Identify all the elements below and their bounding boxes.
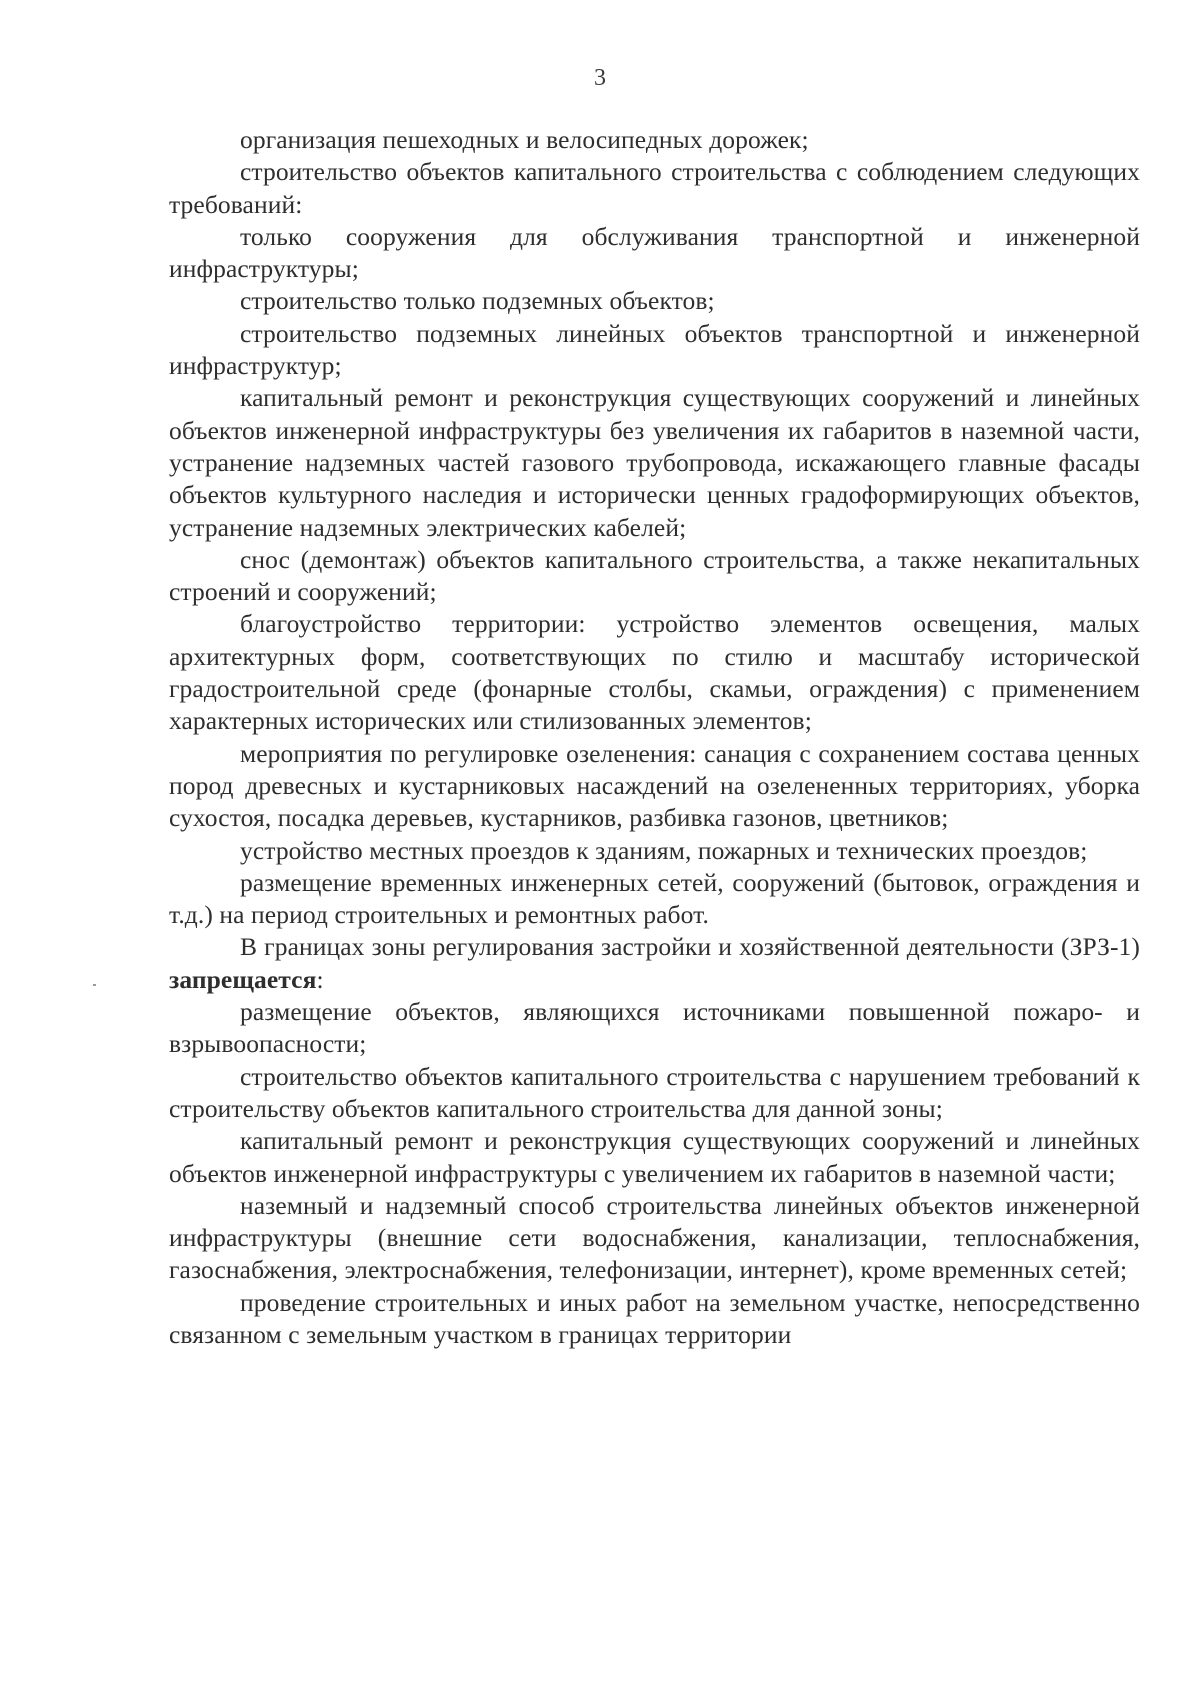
prohibited-item-adjacent-works: проведение строительных и иных работ на земельном участке, непосредственно связанном с земельным участком в границах территории [169,1287,1140,1349]
paragraph-service-structures: только сооружения для обслуживания транспортной и инженерной инфраструктуры; [169,221,1140,284]
prohibited-keyword: запрещается [169,964,317,994]
paragraph-pedestrian-paths: организация пешеходных и велосипедных дорожек; [240,125,809,154]
paragraph-repair-reconstruction: капитальный ремонт и реконструкция существующих сооружений и линейных объектов инженерной инфраструктуры без увеличения их габаритов в наземной части, устранение надземных частей газового трубопровода, искажающего главные фасады объектов культурного наследия и исторически ценных градоформирующих объектов, устранение надземных электрических кабелей; [169,383,1140,542]
page-number: 3 [594,65,606,91]
prohibited-item-above-ground-networks: наземный и надземный способ строительства линейных объектов инженерной инфраструктуры (внешние сети водоснабжения, канализации, теплоснабжения, газоснабжения, электроснабжения, телефонизации, интернет), кроме временных сетей; [169,1190,1140,1285]
zone-intro-text: В границах зоны регулирования застройки и хозяйственной деятельности (ЗРЗ-1) [240,932,1140,962]
paragraph-temporary-networks: размещение временных инженерных сетей, сооружений (бытовок, ограждения и т.д.) на период строительных и ремонтных работ. [169,867,1140,930]
paragraph-zone-prohibition-intro [169,931,1140,996]
paragraph-construction-requirements: строительство объектов капитального строительства с соблюдением следующих требований: [169,157,1140,219]
zone-intro-suffix: : [316,964,324,994]
paragraph-underground-linear-objects: строительство подземных линейных объектов транспортной и инженерной инфраструктур; [169,318,1140,381]
paragraph-demolition: снос (демонтаж) объектов капитального строительства, а также некапитальных строений и сооружений; [169,544,1140,607]
prohibited-item-enlarged-reconstruction: капитальный ремонт и реконструкция существующих сооружений и линейных объектов инженерной инфраструктуры с увеличением их габаритов в наземной части; [169,1126,1140,1188]
prohibited-item-construction-violations: строительство объектов капитального строительства с нарушением требований к строительству объектов капитального строительства для данной зоны; [169,1061,1140,1123]
scan-artifact [93,984,96,986]
prohibited-item-hazardous-objects: размещение объектов, являющихся источниками повышенной пожаро- и взрывоопасности; [169,997,1140,1059]
paragraph-local-driveways: устройство местных проездов к зданиям, пожарных и технических проездов; [240,835,1088,865]
paragraph-landscaping: благоустройство территории: устройство элементов освещения, малых архитектурных форм, соответствующих по стилю и масштабу исторической градостроительной среде (фонарные столбы, скамьи, ограждения) с применением характерных исторических или стилизованных элементов; [169,609,1140,736]
paragraph-greenery-regulation: мероприятия по регулировке озеленения: санация с сохранением состава ценных пород древесных и кустарниковых насаждений на озелененных территориях, уборка сухостоя, посадка деревьев, кустарников, разбивка газонов, цветников; [169,738,1140,833]
paragraph-underground-objects: строительство только подземных объектов; [240,286,715,316]
document-body [169,124,1140,1351]
